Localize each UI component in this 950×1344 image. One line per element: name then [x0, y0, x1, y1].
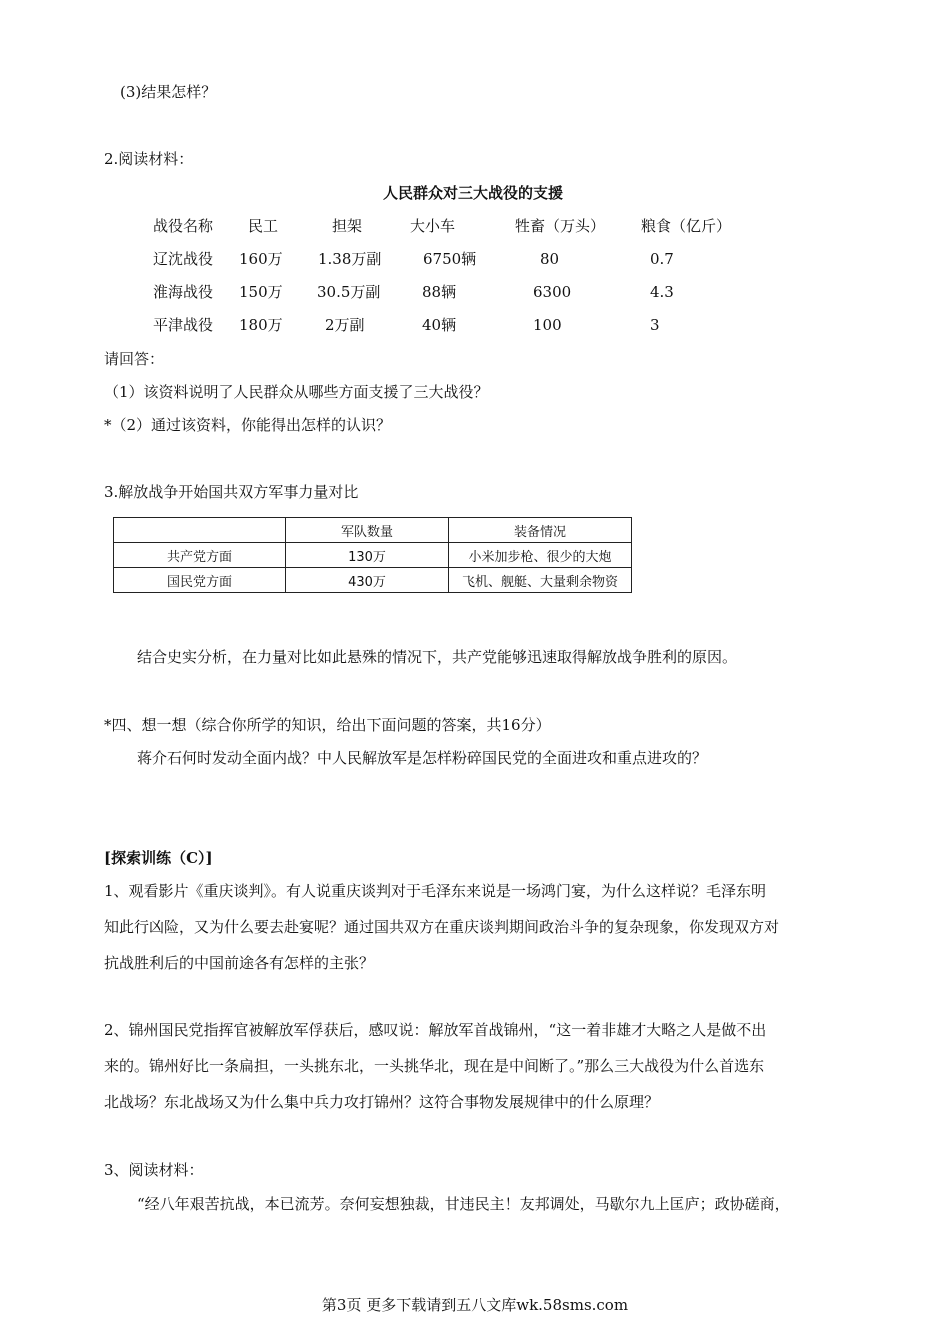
explore-item-2-line: 2、锦州国民党指挥官被解放军俘获后，感叹说：解放军首战锦州，“这一着非雄才大略之人是做不出 [104, 1021, 767, 1039]
table-row [114, 543, 632, 568]
table-cell: 0.7 [650, 250, 674, 268]
question-part-3: (3)结果怎样？ [120, 83, 217, 101]
page-footer: 第3页 更多下载请到五八文库wk.58sms.com [321, 1296, 629, 1314]
table-cell: 共产党方面 [114, 543, 286, 568]
table-row [0, 315, 950, 335]
section-4-heading: *四、想一想（综合你所学的知识，给出下面问题的答案，共16分） [104, 716, 551, 734]
explore-item-2-line: 北战场？东北战场又为什么集中兵力攻打锦州？这符合事物发展规律中的什么原理？ [104, 1093, 660, 1111]
table-cell: 150万 [239, 283, 283, 301]
table-cell: 淮海战役 [153, 283, 214, 301]
question-2-1: （1）该资料说明了人民群众从哪些方面支援了三大战役？ [104, 383, 489, 401]
section-3-heading: 3.解放战争开始国共双方军事力量对比 [104, 483, 359, 501]
table-header-row [114, 518, 632, 543]
explore-item-1-line: 1、观看影片《重庆谈判》。有人说重庆谈判对于毛泽东来说是一场鸿门宴，为什么这样说？毛泽东明 [104, 882, 767, 900]
section-4-question: 蒋介石何时发动全面内战？中人民解放军是怎样粉碎国民党的全面进攻和重点进攻的？ [137, 749, 708, 767]
table-cell: 40辆 [422, 316, 457, 334]
table-cell: 小米加步枪、很少的大炮 [449, 543, 632, 568]
section-3-question: 结合史实分析，在力量对比如此悬殊的情况下，共产党能够迅速取得解放战争胜利的原因。 [137, 648, 738, 666]
table-row [0, 282, 950, 302]
table-cell: 1.38万副 [318, 250, 382, 268]
table-cell: 80 [540, 250, 560, 268]
header-cell: 牲畜（万头） [515, 217, 606, 235]
explore-item-2-line: 来的。锦州好比一条扁担，一头挑东北，一头挑华北，现在是中间断了。”那么三大战役为什么首选东 [104, 1057, 765, 1075]
military-comparison-table [113, 517, 632, 593]
section-2-heading: 2.阅读材料： [104, 150, 194, 168]
table-cell: 3 [650, 316, 660, 334]
explore-item-1-line: 知此行凶险，又为什么要去赴宴呢？通过国共双方在重庆谈判期间政治斗争的复杂现象，你发现双方对 [104, 918, 780, 936]
header-cell: 大小车 [410, 217, 456, 235]
answer-prompt: 请回答： [104, 350, 165, 368]
explore-item-3-heading: 3、阅读材料： [104, 1161, 204, 1179]
table-row [0, 249, 950, 269]
table-cell: 辽沈战役 [153, 250, 214, 268]
table-cell: 2万副 [325, 316, 365, 334]
header-cell: 战役名称 [153, 217, 214, 235]
explore-heading: [探索训练（C）] [104, 849, 213, 867]
table-row [114, 568, 632, 593]
table-cell: 飞机、舰艇、大量剩余物资 [449, 568, 632, 593]
table-cell: 130万 [286, 543, 449, 568]
header-cell: 粮食（亿斤） [641, 217, 732, 235]
support-table-title: 人民群众对三大战役的支援 [383, 184, 564, 202]
table-cell: 6300 [533, 283, 572, 301]
table-cell: 国民党方面 [114, 568, 286, 593]
header-cell: 装备情况 [449, 518, 632, 543]
question-2-2: *（2）通过该资料，你能得出怎样的认识？ [104, 416, 392, 434]
explore-item-3-text: “经八年艰苦抗战，本已流芳。奈何妄想独裁，甘违民主！友邦调处，马歇尔九上匡庐；政协磋商， [137, 1195, 790, 1213]
table-cell: 88辆 [422, 283, 457, 301]
table-cell: 6750辆 [423, 250, 477, 268]
explore-item-1-line: 抗战胜利后的中国前途各有怎样的主张？ [104, 954, 375, 972]
table-cell: 30.5万副 [317, 283, 381, 301]
header-cell: 担架 [332, 217, 363, 235]
header-cell [114, 518, 286, 543]
table-cell: 平津战役 [153, 316, 214, 334]
support-table-header [0, 216, 950, 236]
header-cell: 军队数量 [286, 518, 449, 543]
table-cell: 4.3 [650, 283, 674, 301]
table-cell: 160万 [239, 250, 283, 268]
table-cell: 100 [533, 316, 562, 334]
table-cell: 180万 [239, 316, 283, 334]
header-cell: 民工 [248, 217, 279, 235]
table-cell: 430万 [286, 568, 449, 593]
